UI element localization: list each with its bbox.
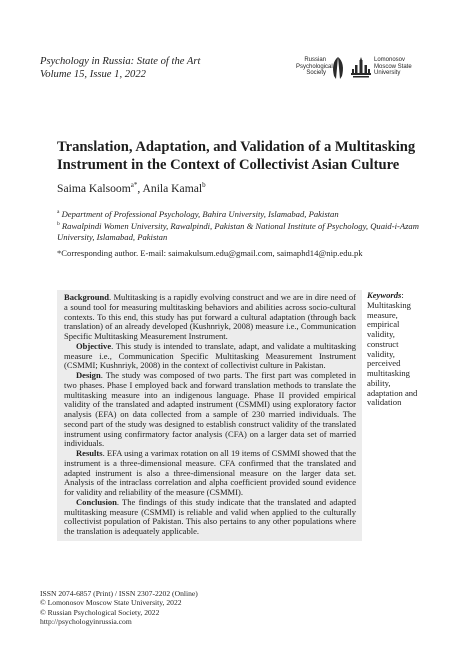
rps-line-3: Society [306, 70, 326, 77]
keywords-colon: : [401, 290, 404, 300]
keyword-line: validity, [367, 329, 395, 339]
author-2-affil-mark: b [202, 181, 206, 189]
msu-line-2: Moscow State [374, 63, 412, 70]
objective-text: . This study is intended to translate, adapt, and validate a multitasking measure i.e., Communication Specific Multitasking Measurement Instrument (CSMMI; Kushnriyk, 2008) in the context of collectivist culture in Pakistan. [64, 340, 356, 371]
author-separator: , [137, 181, 143, 195]
abstract-objective [64, 342, 356, 371]
background-text: . Multitasking is a rapidly evolving construct and we are in dire need of a sound tool for measuring multitasking behaviors and abilities across socio-cultural contexts. To this end, this study has put forward a cultural adaptation (through back translation) of an already developed (Kushnriyk, 2008) measure i.e., Communication Specific Multitasking Measurement Instrument. [64, 292, 356, 341]
abstract-design [64, 371, 356, 449]
rps-line-1: Russian [304, 57, 326, 63]
publisher-logos [296, 56, 446, 86]
abstract-background [64, 293, 356, 342]
keyword-line: construct [367, 338, 399, 349]
results-text: . EFA using a varimax rotation on all 19 items of CSMMI showed that the instrument is a three-dimensional measure. CFA confirmed that the translated and adapted instrument is also a three-dimensional measure on the larger data set. Analysis of the intraclass correlation and alpha coefficient provided sound evidence for validity and reliability of the measure (CSMMI). [64, 448, 356, 497]
journal-issue: Volume 15, Issue 1, 2022 [40, 69, 146, 80]
author-list [57, 181, 206, 195]
keyword-line: ability, [367, 377, 391, 388]
conclusion-text: . The findings of this study indicate that the translated and adapted multitasking measure (CSMMI) is reliable and valid when applied to the culturally collectivist population of Pakistan. This also pertains to any other populations where the translation is adequately applicable. [64, 496, 356, 536]
keyword-line: multitasking [367, 368, 410, 378]
keyword-line: validation [367, 397, 402, 408]
affiliation-b [57, 219, 437, 242]
affiliation-a-mark: a [57, 209, 60, 215]
affiliation-b-text: Rawalpindi Women University, Rawalpindi, Pakistan & National Institute of Psychology, Quaid-i-Azam University, Islamabad, Pakistan [57, 221, 419, 242]
journal-title: Psychology in Russia: State of the Art [40, 56, 201, 67]
copyright-msu: © Lomonosov Moscow State University, 2022 [40, 598, 182, 608]
author-2-name: Anila Kamal [142, 181, 203, 195]
author-1-name: Saima Kalsoom [57, 181, 131, 195]
affiliation-a [57, 207, 437, 219]
abstract-conclusion [64, 498, 356, 537]
keyword-line: adaptation and [367, 387, 418, 398]
issn: ISSN 2074-6857 (Print) / ISSN 2307-2202 (Online) [40, 589, 198, 598]
keywords-column [367, 291, 433, 408]
msu-emblem-icon [351, 56, 371, 80]
keyword-line: Multitasking [367, 299, 411, 310]
keyword-line: empirical [367, 319, 400, 330]
copyright-rps: © Russian Psychological Society, 2022 [40, 607, 160, 617]
design-text: . The study was composed of two parts. The first part was completed in two phases. Phase I employed back and forward translation methods to translate the multitasking measure into an indigenous language. Phase II provided empirical validity of the translated and adapted instrument (CSMMI) using exploratory factor analysis (EFA) on data collected from a sample of 230 married individuals. The second part of the study was designed to establish construct validity of the translated instrument using confirmatory factor analysis (CFA) on a larger data set of married individuals. [64, 370, 356, 449]
footer [40, 589, 198, 627]
rps-logo-text [296, 57, 333, 77]
msu-line-3: University [374, 70, 401, 77]
author-1-affil-mark: a* [130, 181, 138, 189]
corresponding-author: *Corresponding author. E-mail: saimakulsum.edu@gmail.com, saimaphd14@nip.edu.pk [57, 248, 363, 258]
conclusion-label: Conclusion [76, 496, 117, 507]
msu-logo-text [374, 57, 424, 77]
msu-line-1: Lomonosov [374, 57, 406, 63]
article-title [57, 138, 437, 174]
results-label: Results [76, 448, 103, 458]
affiliations [57, 207, 437, 242]
keyword-line: validity, [367, 348, 395, 359]
title-line-1: Translation, Adaptation, and Validation of a Multitasking [57, 139, 416, 155]
keywords-heading: Keywords [367, 290, 402, 300]
rps-emblem-icon [330, 56, 346, 80]
rps-line-2: Psychological [296, 63, 333, 70]
affiliation-a-text: Department of Professional Psychology, Bahira University, Islamabad, Pakistan [59, 208, 339, 219]
journal-url-link[interactable]: http://psychologyinrussia.com [40, 617, 132, 627]
objective-label: Objective [76, 340, 112, 351]
keyword-line: measure, [367, 309, 398, 320]
background-label: Background [64, 292, 109, 302]
keyword-line: perceived [367, 358, 401, 369]
title-line-2: Instrument in the Context of Collectivist Asian Culture [57, 157, 400, 173]
affiliation-b-mark: b [57, 221, 60, 228]
abstract-box [57, 290, 362, 541]
abstract-results [64, 449, 356, 498]
design-label: Design [76, 370, 101, 380]
journal-header [40, 55, 200, 81]
